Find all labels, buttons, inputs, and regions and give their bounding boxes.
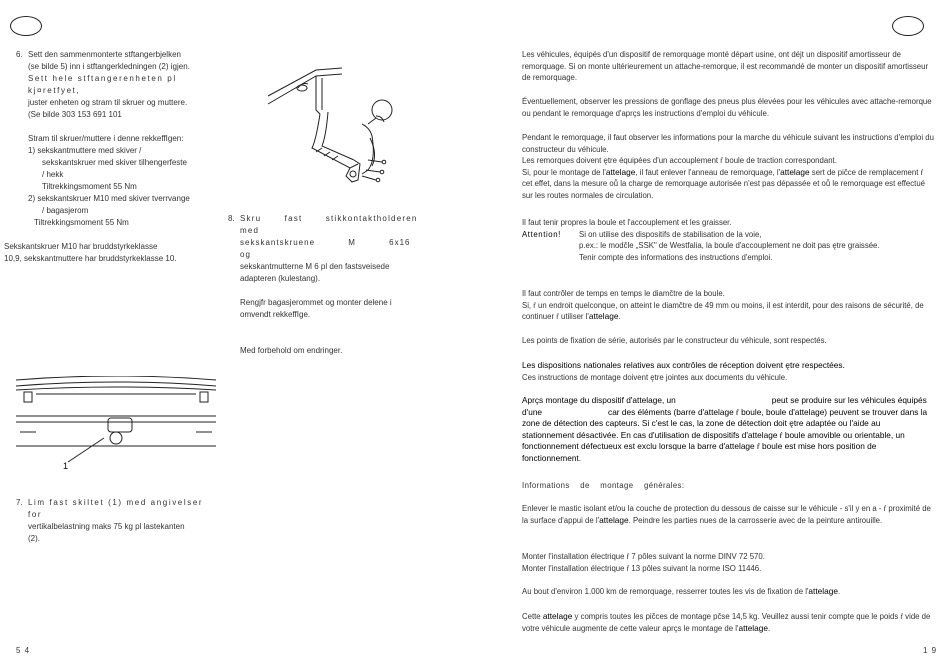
text-line: Sett hele stftangerenheten pl kj¤retfyet, [28,74,177,95]
paragraph-text: Pendant le remorquage, il faut observer les informations pour la marche du véhicule suivant les instructions d'emploi du constructeur du véhicule. [522,133,934,154]
text-line: Sett den sammenmonterte stftangerbjelken [28,50,181,59]
page-marker-oval [892,16,924,36]
paragraph-electrical [522,551,934,574]
paragraph-text: Monter l'installation électrique ŕ 7 pôles suivant la norme DINV 72 570. [522,552,765,561]
paragraph-ball-diameter [522,288,934,323]
paragraph-fixation-points [522,335,934,347]
text-line: Sekskantskruer M10 har bruddstyrkeklasse [4,242,158,251]
paragraph-text: Les véhicules, équipés d'un dispositif de remorquage monté départ usine, ont déjt un dispositif amortisseur de remorquage. Si on monte ultérieurement un attache-remorque, il est recommandé de monter un dispositif amortisseur de remorquage. [522,50,929,83]
step-number: 6. [16,50,23,59]
paragraph-weight [522,611,934,634]
step-8 [228,213,430,357]
page-number: 5 4 [16,646,31,655]
paragraph-factory-damper [522,49,934,84]
general-heading-block [522,480,934,492]
paragraph-text: Enlever le mastic isolant et/ou la couche de protection du dessous de caisse sur le véhicule - s'il y en a - ŕ proximité de la surface d'appui de l'attelage. Peindre les parties nues de la carrosserie avec de la peinture antirouille. [522,504,931,525]
page-marker-oval [10,16,42,36]
page-number: 1 9 [923,646,938,655]
paragraph-text: p.ex.: le modčle „SSK" de Westfalia, la boule d'accouplement ne doit pas ętre graissée. [579,241,880,251]
attention-block [522,229,934,264]
text-line: sekskantskruer med skiver tilhengerfeste [42,158,187,167]
paragraph-text: Il faut contrôler de temps en temps le diamčtre de la boule. [522,289,725,298]
paragraph-national-rules [522,360,934,383]
text-line: sekskantmutterne M 6 pl den fastsveisede [240,262,390,271]
text-line: 2) sekskantskruer M10 med skiver tverrvange [28,194,190,203]
paragraph-text: Il faut tenir propres la boule et l'accouplement et les graisser. [522,218,732,227]
figure-callout-label: 1 [63,461,69,471]
bumper-illustration [16,376,216,474]
text-line: Med forbehold om endringer. [240,346,343,355]
step-number: 7. [16,498,23,507]
paragraph-text: Les dispositions nationales relatives aux contrôles de réception doivent ętre respectées. [522,360,845,370]
step-7 [16,497,221,545]
paragraph-text: Si on utilise des dispositifs de stabilisation de la voie, [579,229,762,239]
paragraph-text: Tenir compte des informations des instructions d'emploi. [579,252,773,262]
text-line: Lim fast skiltet (1) med angivelser for [28,498,204,519]
text-line: Stram til skruer/muttere i denne rekkeffIgen: [28,134,184,143]
step-6 [4,49,221,265]
text-line: juster enheten og stram til skruer og muttere. [28,98,188,107]
paragraph-parking-sensor [522,395,934,465]
paragraph-retighten [522,586,934,598]
paragraph-text: Ces instructions de montage doivent ętre jointes aux documents du véhicule. [522,372,788,382]
text-line: Tiltrekkingsmoment 55 Nm [42,182,137,191]
text-line: 1) sekskantmuttere med skiver / [28,146,142,155]
text-line: (Se bilde 303 153 691 101 [28,110,122,119]
paragraph-text: Cette attelage y compris toutes les pičces de montage pčse 14,5 kg. Veuillez aussi tenir compte que le poids ŕ vide de votre véhicule augmente de cette valeur aprçs le montage de l'attelage. [522,611,931,633]
text-line: / bagasjerom [42,206,89,215]
text-line: 10,9, sekskantmuttere har bruddstyrkeklasse 10. [4,254,177,263]
paragraph-text: Éventuellement, observer les pressions de gonflage des pneus plus élevées pour les véhicules avec attache-remorque ou pendant le remorquage d'aprçs les instructions d'emploi du véhicule. [522,97,932,118]
text-line: / hekk [42,170,64,179]
paragraph-grease [522,217,934,263]
text-line: vertikalbelastning maks 75 kg pl lastekanten [28,522,185,531]
text-line: (2). [28,534,40,543]
text-line: Tiltrekkingsmoment 55 Nm [34,218,129,227]
text-line: Rengjfr bagasjerommet og monter delene i [240,298,392,307]
paragraph-text: Monter l'installation électrique ŕ 13 pôles suivant la norme ISO 11446. [522,563,762,573]
text-line: (se bilde 5) inn i stftangerkledningen (2) igjen. [28,62,190,71]
paragraph-towing-info [522,132,934,202]
right-page [475,0,950,660]
section-heading: Informations de montage générales: [522,481,685,490]
step-number: 8. [228,214,235,223]
text-line: Skru fast stikkontaktholderen med [240,214,418,235]
paragraph-text: Si, ŕ un endroit quelconque, on atteint le diamčtre de 49 mm ou moins, il est interdit, pour des raisons de sécurité, de continuer ŕ utiliser l'attelage. [522,300,924,322]
paragraph-text: Aprçs montage du dispositif d'attelage, un peut se produire sur les véhicules équipés d'une car des éléments (barre d'attelage ŕ boule, boule d'attelage) peuvent se trouver dans la zone de détection des capteurs. Si c'est le cas, la zone de détection doit ętre adaptée ou l'aide au stationnement désactivée. En cas d'utilisation de dispositifs d'attelage ŕ boule amovible ou orientable, un fonctionnement défectueux est exclu lorsque la barre d'attelage ŕ boule est mise hors position de fonctionnement. [522,395,928,463]
text-line: omvendt rekkeffIge. [240,310,311,319]
paragraph-rust-protection [522,503,934,526]
paragraph-text: Si, pour le montage de l'attelage, il faut enlever l'anneau de remorquage, l'attelage sert de pičce de remplacement ŕ cet effet, dans la mesure oů la charge de remorquage autorisée n'est pas dépassée et oů le remorquage est effectué sur les routes normales de circulation. [522,166,925,200]
paragraph-text: Au bout d'environ 1.000 km de remorquage, resserrer toutes les vis de fixation de l'attelage. [522,586,841,596]
attention-label: Attention! [522,229,561,239]
text-line: adapteren (kulestang). [240,274,321,283]
paragraph-tyre-pressure [522,96,934,119]
text-line: sekskantskruene M 6x16 og [240,238,411,259]
towbar-illustration [258,64,408,196]
paragraph-text: Les remorques doivent ętre équipées d'un accouplement ŕ boule de traction correspondant. [522,156,837,166]
paragraph-text: Les points de fixation de série, autorisés par le constructeur du véhicule, sont respectés. [522,336,827,345]
